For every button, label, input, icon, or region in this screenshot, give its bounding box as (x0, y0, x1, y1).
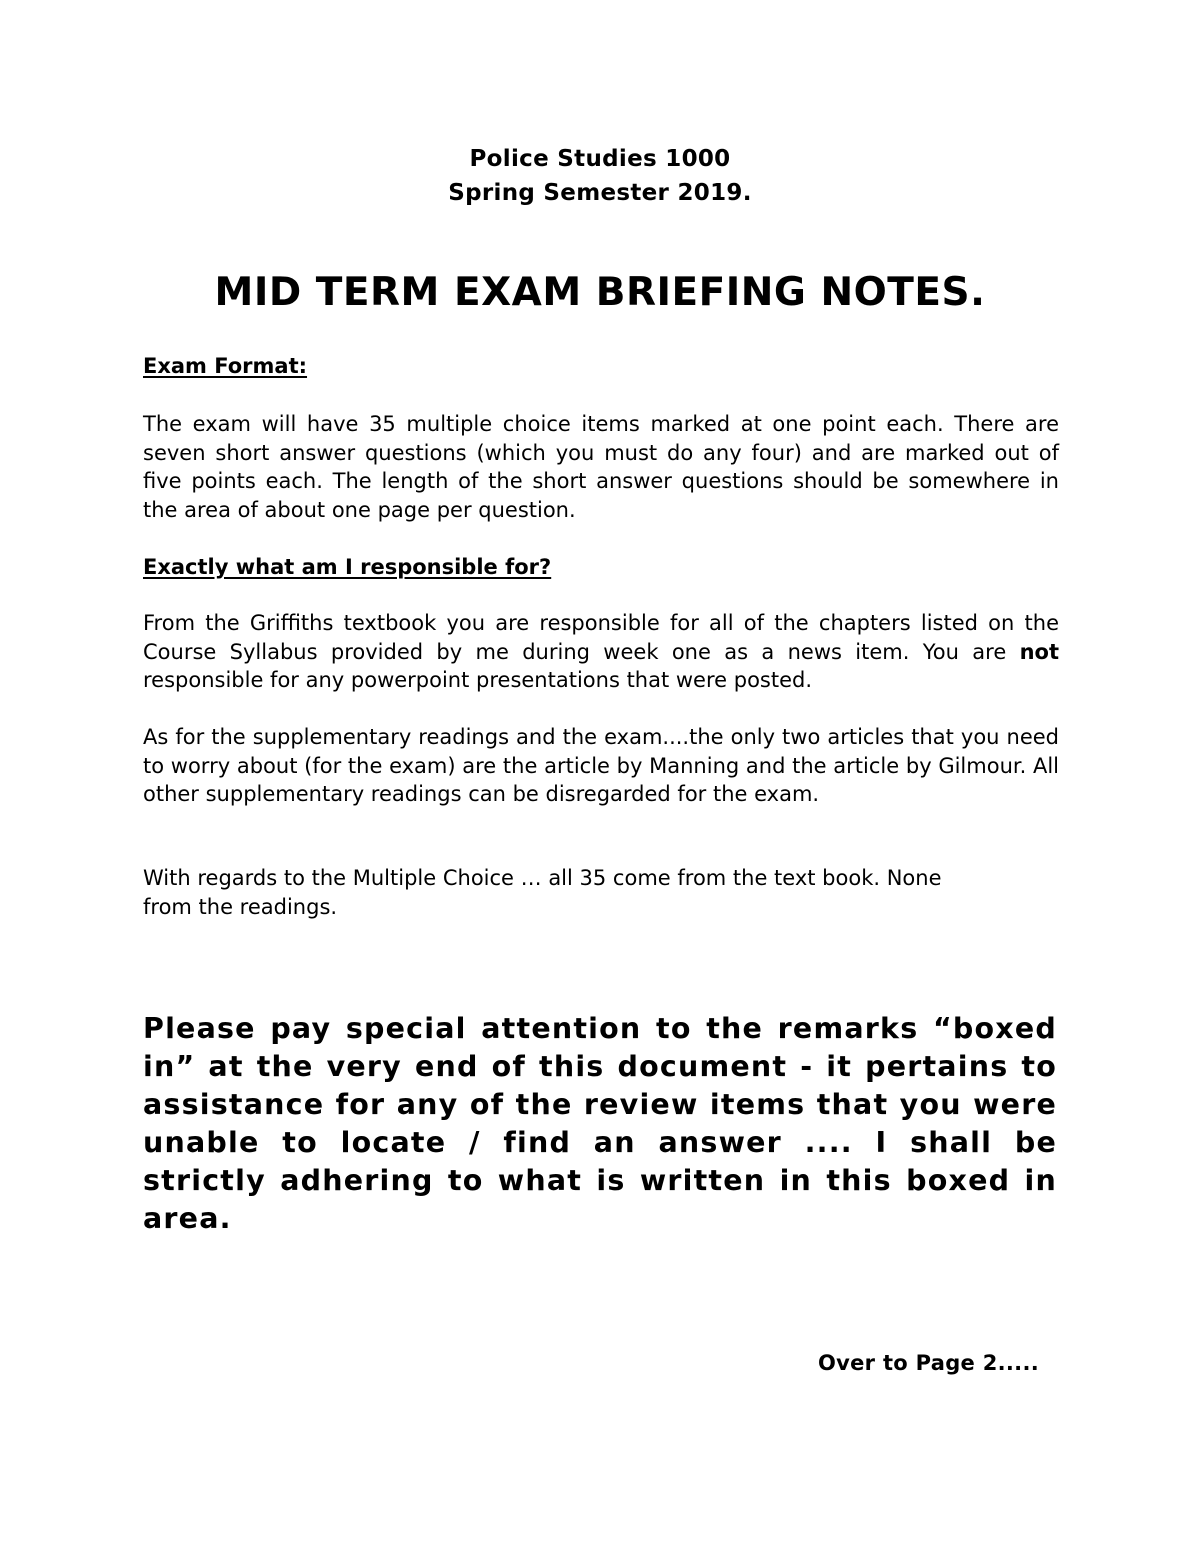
multiple-choice-line1: With regards to the Multiple Choice … all 35 come from the text book. None (143, 866, 942, 890)
multiple-choice-line2: from the readings. (143, 894, 338, 919)
attention-notice: Please pay special attention to the remarks “boxed in” at the very end of this document - it pertains to assistance for any of the review items that you were unable to locate / find an answer .... I shall be strictly adhering to what is written in this boxed in area. (143, 1012, 1057, 1235)
responsibility-heading: Exactly what am I responsible for? (143, 555, 552, 579)
page-title: MID TERM EXAM BRIEFING NOTES. (214, 270, 986, 315)
textbook-not-emphasis: not (1019, 639, 1059, 664)
exam-format-paragraph: The exam will have 35 multiple choice items marked at one point each. There are seven short answer questions (which you must do any four) and are marked out of five points each. The length of the short answer questions should be somewhere in the area of about one page per question. (143, 412, 1059, 522)
course-name: Police Studies 1000 (469, 146, 731, 172)
textbook-text-part1: From the Griffiths textbook you are responsible for all of the chapters listed on the Course Syllabus provided by me during week one as a news item. You are (143, 611, 1059, 664)
textbook-text-part2: responsible for any powerpoint presentations that were posted. (143, 668, 813, 692)
multiple-choice-paragraph (143, 864, 1059, 921)
exam-format-heading: Exam Format: (143, 354, 308, 378)
readings-paragraph: As for the supplementary readings and the exam....the only two articles that you need to worry about (for the exam) are the article by Manning and the article by Gilmour. All other supplementary readings can be disregarded for the exam. (143, 725, 1059, 806)
textbook-paragraph (143, 609, 1059, 695)
semester-line: Spring Semester 2019. (448, 180, 752, 206)
continue-note: Over to Page 2..... (818, 1351, 1040, 1375)
